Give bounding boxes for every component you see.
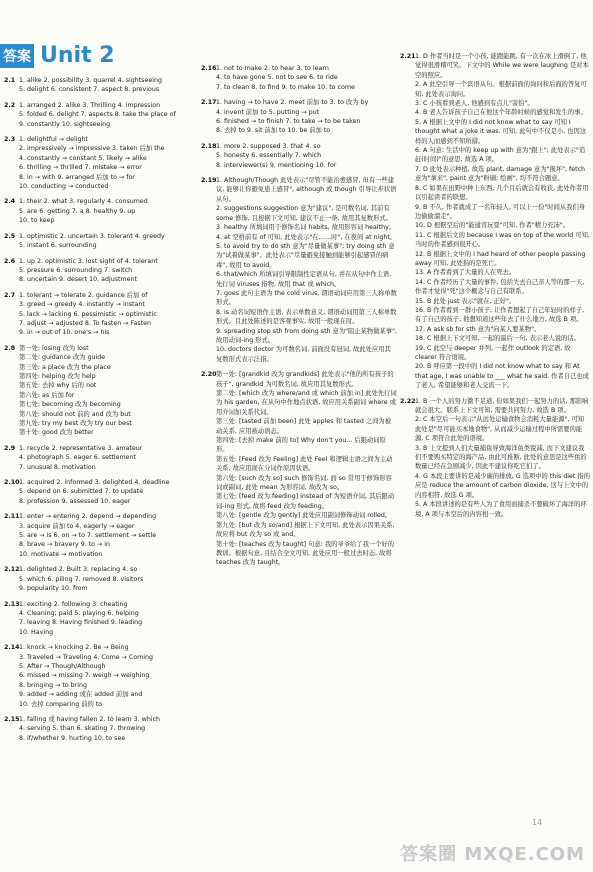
answer-line: 第七处: becoming 改为 becoming — [19, 401, 121, 409]
answer-block — [4, 715, 198, 743]
answer-line: 8. is 动名词短语作主语, 表示单数意义, 谓语动词用第三人称单数形式。且此处陈述的是客观事实, 故用一般现在时。 — [216, 308, 397, 326]
answer-block — [400, 52, 590, 391]
exercise-number: 2.6 — [4, 257, 16, 265]
exercise-number: 2.8 — [4, 344, 16, 352]
answer-line: 20. B 呼应第一段中的 I did not know what to say 和 At that age, I was unable to ___ what he said. 作者自己也成了老人, 希望能够和老人交流一下。 — [415, 363, 589, 390]
exercise-number: 2.7 — [4, 291, 16, 299]
answer-line: 8. 去掉 to 9. sit 前加 to 10. be 前加 to — [216, 127, 331, 135]
answer-line: 1. not to make 2. to hear 3. to learn — [216, 65, 329, 72]
answer-line: 第九处: try my best 改为 try our best — [19, 420, 132, 427]
answer-line: 1. their 2. what 3. regularly 4. consumed — [19, 198, 148, 206]
column-left — [4, 76, 198, 749]
answer-block — [201, 370, 397, 568]
exercise-number: 2.12 — [4, 566, 20, 574]
answer-line: 第二处: [which 改为 where/and 或 which 前加 in] 此处先行词为 his garden, 在从句中作地点状语, 故应用关系副词 where 或用介词加关系代词。 — [216, 390, 397, 416]
answer-line: 1. recycle 2. representative 3. amateur — [19, 444, 143, 452]
page-number: 14 — [532, 818, 543, 827]
answer-line: 1. enter → entering 2. depend → depending — [19, 513, 157, 521]
answer-line: 17. A ask sb for sth 意为"向某人要某物"。 — [415, 325, 541, 333]
answer-line: 4. Cleaning; paid 5. playing 6. helping — [19, 609, 139, 617]
answer-line: 4. invent 前加 to 5. putting → put — [216, 108, 320, 116]
answer-block — [201, 64, 397, 92]
answer-line: 5. which 6. piling 7. removed 8. visitors — [19, 575, 144, 583]
answer-line: 8. if/whether 9. hurting 10. to see — [19, 734, 126, 742]
answer-line: 12. B 根据上文中的 I had heard of other people passing away 可知, 此处指的是死亡。 — [415, 250, 586, 267]
answer-line: 5. to avoid try to do sth 意为"尽量做某事"; try doing sth 意为"试着做某事"。此处表示"尽量避免接触到能够引起感冒的病毒", 故用 to avoid。 — [216, 242, 395, 269]
answer-line: 1. B 一个人的努力微不足道, 但如果我们一起努力的话, 那影响就会很大。联系上下文可知, 需要共同努力, 故选 B 项。 — [415, 397, 589, 415]
answer-block — [201, 98, 397, 136]
answer-block — [4, 344, 198, 438]
answer-line: 11. C 根据后文的 because I was on top of the world 可知, 当时的作者感到很开心。 — [415, 231, 590, 249]
answer-line: 2. A 此空引导一个宾语从句。根据前面的询问和后面的答复可知, 此处表示询问。 — [415, 81, 587, 98]
exercise-number: 2.22 — [400, 397, 416, 405]
answer-line: 7. adjust → adjusted 8. To fasten → Fasten — [19, 319, 151, 327]
answer-line: 1. tolerant → tolerate 2. guidance 后加 of — [19, 291, 148, 299]
exercise-number: 2.5 — [4, 232, 16, 240]
answer-line: 8. profession 9. assessed 10. eager — [19, 497, 131, 505]
answer-line: 10. to keep — [19, 217, 55, 225]
answer-line: 第一处: losing 改为 lost — [19, 344, 89, 352]
answer-line: 6. A 句意: 生活中的 keep up with 意为"跟上"; 此处表示"追赶(时间)"的意思, 故选 A 项。 — [415, 147, 586, 164]
answer-line: 5. lack → lacking 6. pessimistic → optimistic — [19, 310, 157, 318]
answer-line: 第五处: [Feed 改为 Feeling] 此处 Feel 和逻辑主语之间为主动关系, 故应用现在分词作原因状语。 — [216, 455, 393, 473]
answer-line: 第八处: [gentle 改为 gently] 此处应用副词修饰动词 rolled。 — [216, 512, 392, 520]
answer-line: 5. honesty 6. essentially 7. which — [216, 152, 322, 160]
answer-line: 1. Although/Though 此处表示"尽管不能治愈感冒, 但有一些建议, 能够让你避免患上感冒", although 或 though 引导让步状语从句。 — [216, 177, 397, 203]
answer-line: 第十处: [teaches 改为 taught] 句意: 我的爷爷给了我一个好的教训。根据句意, 且结合全文可知, 此处应用一般过去时态, 故将 teaches 改为 taught。 — [216, 540, 395, 567]
exercise-number: 2.13 — [4, 600, 20, 608]
exercise-number: 2.3 — [4, 136, 16, 144]
answer-line: 2. suggestions suggestion 意为"建议", 是可数名词, 其前有 some 修饰, 且根据下文可知, 建议不止一条, 故用其复数形式。 — [216, 205, 392, 222]
answer-line: 5. A 根据上文中的 I did not know what to say 可知 I thought what a joke it was. 可知, 此句中不仅是小, 也因这样的人而感到不知所措。 — [415, 118, 587, 145]
answer-line: 8. brave → bravery 9. to → in — [19, 541, 111, 549]
answer-line: 第七处: [feed 改为 feeding] instead of 为短语介词, 其后跟动词-ing 形式, 故将 feed 改为 feeding。 — [216, 493, 395, 510]
answer-line: 第六处: as 后加 for — [19, 391, 75, 399]
answer-line: 1. delightful → delight — [19, 136, 88, 144]
answer-tag: 答案 — [0, 44, 34, 68]
answer-line: 14. C 作者经历了大量的事件, 包括失去自己亲人等的那一天, 作者才觉得"死"这个概念与自己有联系。 — [415, 278, 585, 296]
answer-block — [4, 197, 198, 225]
answer-line: 4. B 老人告诉孩子自己在他这个年龄时候的感觉和发生的事。 — [415, 109, 587, 117]
answer-line: 5. are 6. getting 7. a 8. healthy 9. up — [19, 207, 136, 215]
answer-line: 5. A 本段讲述的是有些人为了食用而捕杀不要破坏了海洋的环境, A 项与本空后的内容相一致。 — [415, 501, 587, 518]
answer-line: 第五处: 去掉 why 后的 not — [19, 382, 97, 390]
answer-line: 第四处: [去掉 make 前的 to] Why don't you... 后跟动词原形。 — [216, 437, 386, 454]
answer-line: 13. A 作者看到了大量的人在死去。 — [415, 269, 516, 277]
answer-line: 第六处: [such 改为 so] such 修饰名词, 而 so 常用于修饰形容词或副词, 此处 mean 为形容词, 故改为 so。 — [216, 474, 392, 492]
answer-line: 1. optimistic 2. uncertain 3. tolerant 4. greedy — [19, 232, 165, 240]
answer-line: 第九处: [but 改为 so/and] 根据上下文可知, 此处表示因果关系, 故应将 but 改为 so 或 and。 — [216, 521, 395, 539]
unit-title: Unit 2 — [40, 43, 115, 68]
answer-line: 8. uncertain 9. desert 10. adjustment — [19, 276, 137, 284]
answer-line: 4. at 空格前有 of 可知, 此处表示"在……时", 在夜间 at night。 — [216, 233, 397, 241]
answer-line: 3. acquire 前加 to 4. eagerly → eager — [19, 522, 135, 530]
answer-line: 第三处: [tasted 前加 been] 此处 apples 和 tasted 之间为被动关系, 应用被动语态。 — [216, 418, 391, 435]
answer-line: 1. D 作者当时是一个小孩, 能跑能跳, 有一次在冰上滑倒了, 他觉得很滑稽可笑。下文中的 While we were laughing 是对本空的照应。 — [415, 53, 589, 79]
answer-line: 3. B 上文提到人们大量捕鱼导致海洋鱼类锐减, 而下文建议我们不要购买特定的海产品, 由此可推断, 此处的意思是这些鱼的数量已经在急剧减少, 因此不建议你吃它们了。 — [415, 444, 587, 471]
answer-line: 9. popularity 10. from — [19, 585, 88, 593]
answer-block — [201, 142, 397, 170]
answer-line: 第二处: guidance 改为 guide — [19, 354, 106, 362]
answer-line: 3. healthy 所填词用于修饰名词 habits, 故用形容词 healthy。 — [216, 224, 396, 232]
answer-line: 第四处: helping 改为 help — [19, 372, 96, 380]
answer-block — [4, 600, 198, 638]
answer-line: 9. constantly 10. sightseeing — [19, 120, 111, 128]
exercise-number: 2.19 — [201, 177, 217, 185]
exercise-number: 2.10 — [4, 479, 20, 487]
answer-line: 10. conducting → conducted — [19, 183, 109, 191]
answer-block — [4, 643, 198, 709]
column-middle — [201, 64, 397, 574]
answer-line: 4. serving 5. than 6. skating 7. throwing — [19, 725, 146, 733]
answer-line: 1. alike 2. possibility 3. quarrel 4. sightseeing — [19, 77, 162, 84]
answer-line: 10. D 根据空后的"能通宵玩耍"可知, 作者"精力充沛"。 — [415, 222, 570, 230]
answer-line: 1. falling 或 having fallen 2. to learn 3. which — [19, 715, 161, 723]
answer-line: 5. instant 6. surrounding — [19, 242, 97, 250]
answer-line: 6. that/which 所填词引导限制性定语从句, 并在从句中作主语, 先行词 viruses 指物, 故用 that 或 which。 — [216, 271, 392, 288]
answer-line: 4. G 本段主要讲的是减少碳的排放, G 选项中的 this diet 指的应是 reduce the amount of carbon dioxide, 这与上文中的内容相符, 故选 G 项。 — [415, 472, 590, 499]
answer-line: 7. unusual 8. motivation — [19, 463, 96, 471]
unit-header — [0, 44, 115, 68]
answer-line: 19. C 此空与 deeper 并列, 一起作 outlook 的定语, 故 clearer 符合语境。 — [415, 344, 571, 361]
answer-line: 8. C 如果在田野中种上东西, 几个月后就会有收获, 此处作者用以引起读者的联想。 — [415, 184, 589, 202]
answer-line: 8. interviewer(s) 9. mentioning 10. for — [216, 161, 337, 169]
exercise-number: 2.15 — [4, 715, 20, 723]
answer-line: 4. to have gone 5. not to see 6. to ride — [216, 74, 338, 82]
answer-block — [4, 291, 198, 338]
answer-block — [4, 232, 198, 251]
watermark-logo: 答案圈 MXQE.COM — [400, 844, 585, 865]
answer-line: 9. added → adding 或在 added 前加 and — [19, 691, 143, 699]
answer-line: 15. B 此处 just 表示"就在, 正好"。 — [415, 297, 516, 305]
answer-block — [4, 444, 198, 472]
answer-line: 18. C 根据上下文可知, 一起的最后一句, 表示老人说的话。 — [415, 335, 580, 343]
answer-line: 9. spreading stop sth from doing sth 意为"阻止某物做某事", 故用动词-ing 形式。 — [216, 327, 398, 344]
column-right — [400, 52, 590, 525]
exercise-number: 2.18 — [201, 142, 217, 150]
answer-line: 5. pressure 6. surrounding 7. switch — [19, 266, 133, 274]
answer-line: 2. C 本空后一句表示"从远处运输食物会消耗大量能源", 可知此处是"尽可能买本地食物", 从而减少运输过程中所需要的能源, C 项符合此处的语境。 — [415, 416, 585, 443]
answer-line: 1. delighted 2. Built 3. replacing 4. so — [19, 566, 138, 574]
exercise-number: 2.11 — [4, 513, 20, 521]
exercise-number: 2.4 — [4, 198, 16, 206]
answer-line: 7. to clean 8. to find 9. to make 10. to come — [216, 83, 355, 91]
answer-line: 10. Having — [19, 628, 54, 636]
exercise-number: 2.17 — [201, 99, 217, 107]
answer-line: 1. knock → knocking 2. Be → Being — [19, 644, 129, 652]
answer-line: 1. exciting 2. following 3. cheating — [19, 600, 128, 608]
answer-block — [4, 512, 198, 559]
answer-line: 9. B 不久, 作者就成了一名年轻人, 可以上一份"时间从我们身边偷偷溜走"。 — [415, 203, 586, 220]
answer-line: 第一处: [grandkid 改为 grandkids] 此处表示"他的所有孩子的孩子", grandkid 为可数名词, 故应用其复数形式。 — [216, 371, 394, 388]
answer-line: 7. leaving 8. Having finished 9. leading — [19, 619, 143, 627]
exercise-number: 2.20 — [201, 371, 217, 379]
exercise-number: 2.1 — [4, 77, 16, 84]
answer-line: 1. acquired 2. informed 3. delighted 4. deadline — [19, 479, 170, 487]
answer-line: 5. are → is 6. on → to 7. settlement → settle — [19, 532, 157, 540]
answer-block — [4, 101, 198, 129]
answer-line: 5. After → Though/Although — [19, 662, 106, 670]
answer-line: 3. C 小孩看到老人, 他感到有点儿"害怕"。 — [415, 100, 534, 108]
answer-block — [4, 257, 198, 285]
answer-line: 2. impressively → impressive 3. taken 后加 the — [19, 145, 165, 153]
answer-line: 4. constantly → constant 5. likely → alike — [19, 154, 147, 162]
exercise-number: 2.2 — [4, 101, 16, 109]
answer-block — [400, 397, 590, 519]
answer-line: 1. having → to have 2. meet 前加 to 3. to 改为 by — [216, 99, 369, 107]
answer-line: 5. delight 6. consistent 7. aspect 8. previous — [19, 86, 160, 94]
answer-line: 9. in → out of 10. one's → his — [19, 329, 110, 337]
answer-block — [4, 76, 198, 95]
answer-block — [4, 565, 198, 593]
answer-line: 第十处: good 改为 better — [19, 429, 94, 437]
answer-block — [201, 176, 397, 364]
exercise-number: 2.16 — [201, 65, 217, 72]
answer-line: 5. depend on 6. submitted 7. to update — [19, 488, 144, 496]
answer-line: 1. more 2. supposed 3. that 4. so — [216, 142, 321, 150]
answer-line: 第三处: a place 改为 the place — [19, 363, 111, 371]
answer-line: 7. D 此处表示种植, 故选 plant, damage 意为"损坏", fetch 意为"拿来", paint 意为"粉刷; 绘画", 均不符合题意。 — [415, 165, 586, 183]
answer-line: 1. up 2. optimistic 3. lost sight of 4. tolerant — [19, 257, 158, 265]
answer-line: 10. motivate → motivation — [19, 550, 103, 558]
answer-line: 1. arranged 2. alike 3. Thrilling 4. impression — [19, 101, 161, 109]
answer-line: 10. doctors doctor 为可数名词, 前面没有冠词, 故此处应用其复数形式表示泛指。 — [216, 346, 391, 363]
answer-line: 3. Traveled → Traveling 4. Come → Coming — [19, 653, 154, 661]
exercise-number: 2.21 — [400, 53, 416, 60]
answer-line: 6. finished → to finish 7. to take → to be taken — [216, 118, 361, 126]
answer-line: 4. photograph 5. eager 6. settlement — [19, 454, 137, 462]
answer-line: 6. thrilling → thrilled 7. mistake → error — [19, 164, 142, 172]
answer-line: 16. B 作者看到一群小孩子, 让作者想起了自己年轻时的样子, 有了自己的孩子, 他想知道这些年去了什么地方, 故选 B 项。 — [415, 306, 585, 324]
answer-line: 3. greed → greedy 4. instantly → instant — [19, 301, 145, 309]
answer-line: 8. in → with 9. arranged 后加 to → for — [19, 173, 135, 181]
answer-line: 第八处: should not 前的 and 改为 but — [19, 410, 131, 418]
answer-line: 10. 去掉 comparing 前的 to — [19, 700, 103, 708]
answer-line: 6. missed → missing 7. weigh → weighing — [19, 672, 150, 680]
answer-line: 7. goes 此句主语为 the cold virus, 谓语动词应用第三人称单数形式。 — [216, 289, 397, 307]
answer-line: 8. bringing → to bring — [19, 681, 87, 689]
exercise-number: 2.14 — [4, 644, 20, 652]
answer-block — [4, 478, 198, 506]
exercise-number: 2.9 — [4, 444, 16, 452]
answer-line: 5. folded 6. delight 7. aspects 8. take the place of — [19, 111, 176, 119]
answer-block — [4, 135, 198, 191]
